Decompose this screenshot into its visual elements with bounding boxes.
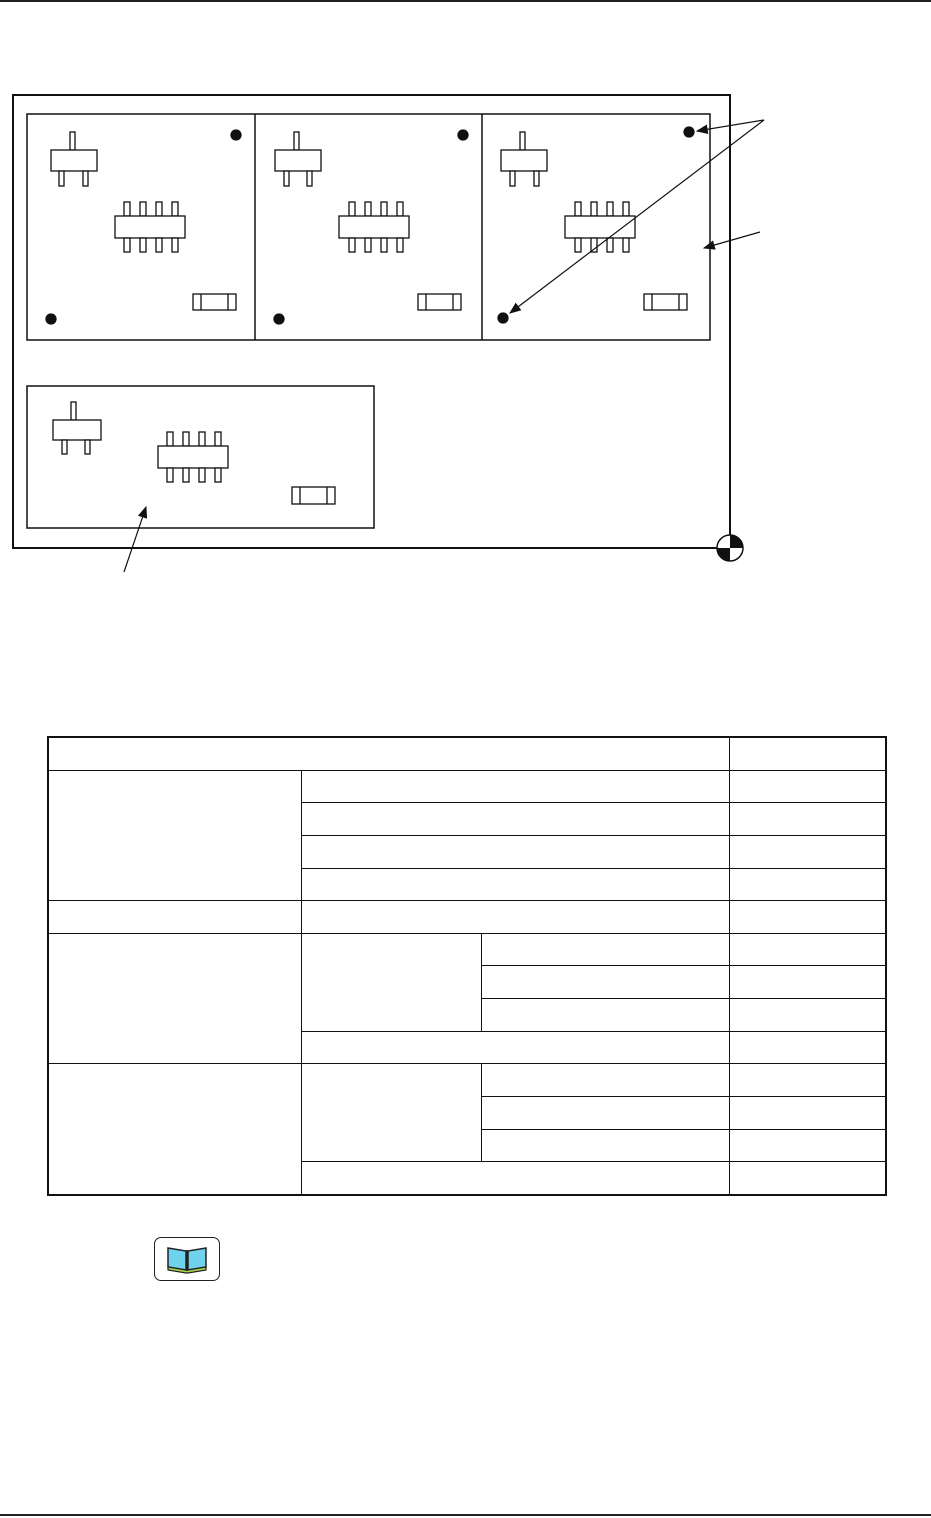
parts-table xyxy=(47,736,887,1196)
table-value-cell xyxy=(729,1031,886,1064)
table-cell xyxy=(481,966,729,999)
table-value-cell xyxy=(729,933,886,966)
table-row xyxy=(48,770,886,803)
table-value-cell xyxy=(729,999,886,1032)
table-cell xyxy=(301,803,729,836)
chip-component xyxy=(418,294,461,310)
table-header-cell xyxy=(48,737,729,770)
table-value-cell xyxy=(729,868,886,901)
table-subgroup-cell xyxy=(301,933,481,1031)
table-cell xyxy=(481,999,729,1032)
table-cell xyxy=(301,835,729,868)
table-group-cell xyxy=(48,770,301,901)
manual-reference-button[interactable] xyxy=(154,1237,220,1281)
table-value-cell xyxy=(729,1097,886,1130)
table-subgroup-cell xyxy=(301,1064,481,1162)
table-row xyxy=(48,1064,886,1097)
fiducial-mark xyxy=(274,314,284,324)
table-value-cell xyxy=(729,1064,886,1097)
chip-component xyxy=(644,294,687,310)
table-cell xyxy=(301,1162,729,1195)
fiducial-mark xyxy=(46,314,56,324)
table-cell xyxy=(481,1064,729,1097)
panel-diagram xyxy=(0,0,931,600)
manual-book-icon xyxy=(165,1244,209,1274)
chip-component xyxy=(292,487,335,504)
table-cell xyxy=(301,868,729,901)
fiducial-mark xyxy=(498,313,508,323)
arrow-board-outline xyxy=(704,232,760,248)
table-group-cell xyxy=(48,933,301,1064)
table-cell xyxy=(481,1129,729,1162)
chip-component xyxy=(193,294,236,310)
table-header-cell xyxy=(729,737,886,770)
table-header-row xyxy=(48,737,886,770)
table-value-cell xyxy=(729,1162,886,1195)
origin-mark-icon xyxy=(717,535,743,561)
table-cell xyxy=(481,933,729,966)
table-row xyxy=(48,901,886,934)
table-cell xyxy=(301,901,729,934)
table-value-cell xyxy=(729,835,886,868)
fiducial-mark xyxy=(684,127,694,137)
fiducial-mark xyxy=(458,130,468,140)
table-cell xyxy=(301,770,729,803)
table-group-cell xyxy=(48,901,301,934)
fiducial-mark xyxy=(231,130,241,140)
table-group-cell xyxy=(48,1064,301,1195)
table-row xyxy=(48,933,886,966)
table-value-cell xyxy=(729,1129,886,1162)
footer-rule xyxy=(0,1514,931,1516)
table-value-cell xyxy=(729,770,886,803)
table-value-cell xyxy=(729,901,886,934)
table-cell xyxy=(481,1097,729,1130)
table-cell xyxy=(301,1031,729,1064)
table-value-cell xyxy=(729,803,886,836)
table-value-cell xyxy=(729,966,886,999)
